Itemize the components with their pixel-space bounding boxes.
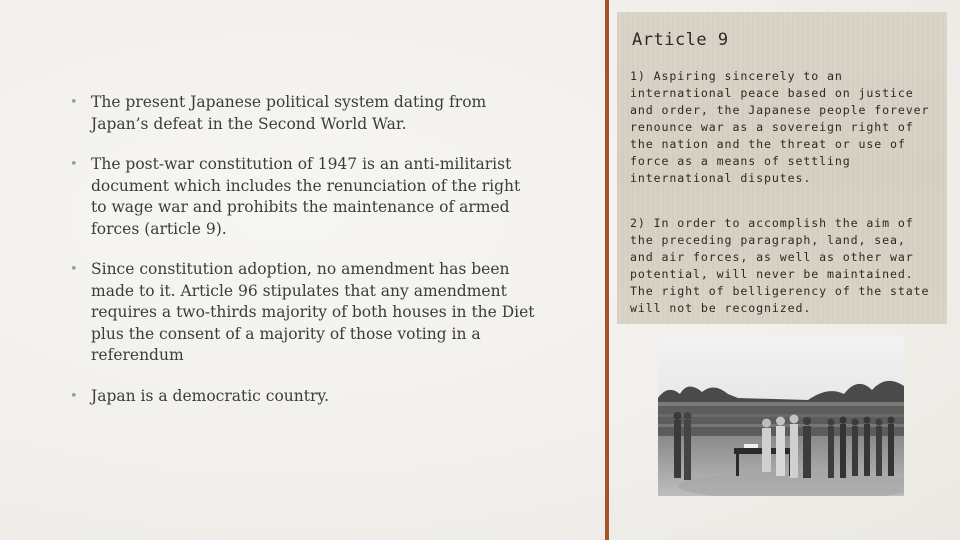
bullet-item xyxy=(70,259,540,367)
bullet-text: The post-war constitution of 1947 is an anti-militarist document which includes the renunciation of the right to wage war and prohibits the maintenance of armed forces (article 9). xyxy=(91,155,521,238)
surrender-signing-photo xyxy=(658,336,904,496)
bullet-item xyxy=(70,92,540,135)
bullet-dot-icon: • xyxy=(70,95,78,110)
article-title: Article 9 xyxy=(632,30,729,50)
bullet-item xyxy=(70,154,540,240)
article-paragraph-2: 2) In order to accomplish the aim of the preceding paragraph, land, sea, and air forces, as well as other war potential, will never be maintained. The right of belligerency of the state will not be recognized. xyxy=(630,216,930,315)
vertical-divider xyxy=(605,0,609,540)
bullet-dot-icon: • xyxy=(70,388,78,404)
bullet-item xyxy=(70,386,540,408)
article-9-card xyxy=(617,12,947,324)
photo-illustration xyxy=(658,336,904,496)
article-paragraph-1: 1) Aspiring sincerely to an international peace based on justice and order, the Japanese people forever renounce war as a sovereign right of the nation and the threat or use of force as a means of settling international disputes. xyxy=(630,69,930,185)
bullet-text: Japan is a democratic country. xyxy=(91,386,330,405)
bullet-text: The present Japanese political system dating from Japan’s defeat in the Second World War. xyxy=(91,93,487,133)
bullet-dot-icon: • xyxy=(70,262,78,277)
bullet-text: Since constitution adoption, no amendment has been made to it. Article 96 stipulates that any amendment requires a two-thirds majority of both houses in the Diet plus the consent of a majority of those voting in a referendum xyxy=(91,260,535,364)
bullet-dot-icon: • xyxy=(70,157,78,172)
bullet-list xyxy=(70,92,540,426)
